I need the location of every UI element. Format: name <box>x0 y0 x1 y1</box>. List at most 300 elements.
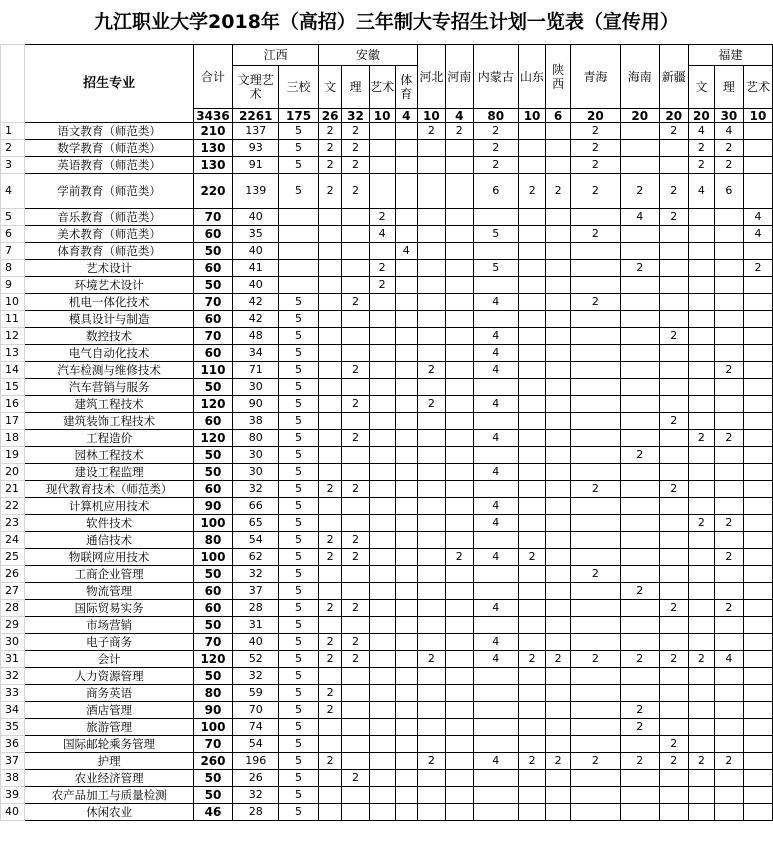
quota-cell <box>445 140 473 157</box>
quota-cell <box>519 770 546 787</box>
quota-cell: 2 <box>571 140 621 157</box>
quota-cell <box>417 770 445 787</box>
major-name: 计算机应用技术 <box>25 498 193 515</box>
quota-cell <box>714 498 743 515</box>
quota-cell <box>473 311 518 328</box>
quota-cell <box>318 515 341 532</box>
quota-cell <box>519 617 546 634</box>
row-total-cell: 120 <box>193 396 233 413</box>
quota-cell <box>395 294 417 311</box>
quota-cell <box>473 617 518 634</box>
quota-cell: 5 <box>279 668 319 685</box>
quota-cell <box>620 123 659 140</box>
quota-cell <box>743 770 772 787</box>
row-number: 14 <box>1 362 25 379</box>
header-neimenggu: 内蒙古 <box>473 45 518 109</box>
quota-cell <box>445 702 473 719</box>
quota-cell <box>395 362 417 379</box>
quota-cell <box>473 481 518 498</box>
quota-cell <box>318 226 341 243</box>
quota-cell <box>519 702 546 719</box>
quota-cell <box>688 668 714 685</box>
quota-cell: 32 <box>233 566 279 583</box>
row-number: 27 <box>1 583 25 600</box>
quota-cell <box>445 294 473 311</box>
quota-cell <box>417 260 445 277</box>
quota-cell <box>417 719 445 736</box>
quota-cell <box>417 481 445 498</box>
quota-cell <box>395 753 417 770</box>
row-number: 38 <box>1 770 25 787</box>
quota-cell <box>417 226 445 243</box>
quota-cell <box>369 583 395 600</box>
quota-cell <box>743 345 772 362</box>
table-row <box>1 481 773 498</box>
quota-cell <box>688 549 714 566</box>
major-name: 商务英语 <box>25 685 193 702</box>
table-row <box>1 549 773 566</box>
header-fujian-yishu: 艺术 <box>743 66 772 109</box>
quota-cell <box>417 685 445 702</box>
grand-total-cell: 3436 <box>193 109 233 123</box>
quota-cell <box>417 413 445 430</box>
quota-cell <box>743 787 772 804</box>
quota-cell <box>369 617 395 634</box>
quota-cell <box>714 226 743 243</box>
quota-cell <box>714 787 743 804</box>
quota-cell <box>571 243 621 260</box>
quota-cell <box>659 345 688 362</box>
quota-cell: 48 <box>233 328 279 345</box>
quota-cell: 2 <box>620 702 659 719</box>
table-row <box>1 515 773 532</box>
quota-cell: 2 <box>318 600 341 617</box>
quota-cell <box>318 243 341 260</box>
quota-cell <box>417 243 445 260</box>
quota-cell <box>546 770 571 787</box>
quota-cell <box>342 685 369 702</box>
row-total-cell: 50 <box>193 787 233 804</box>
table-row <box>1 123 773 140</box>
quota-cell <box>395 209 417 226</box>
quota-cell <box>395 379 417 396</box>
quota-cell <box>318 294 341 311</box>
quota-cell <box>417 583 445 600</box>
quota-cell <box>714 566 743 583</box>
quota-cell <box>369 566 395 583</box>
quota-cell: 2 <box>620 260 659 277</box>
row-number: 3 <box>1 157 25 174</box>
row-total-cell: 90 <box>193 702 233 719</box>
quota-cell <box>395 157 417 174</box>
quota-cell <box>620 600 659 617</box>
quota-cell: 6 <box>714 174 743 209</box>
quota-cell <box>519 600 546 617</box>
quota-cell: 2 <box>714 600 743 617</box>
quota-cell <box>417 787 445 804</box>
table-row <box>1 379 773 396</box>
major-name: 工程造价 <box>25 430 193 447</box>
row-total-cell: 70 <box>193 209 233 226</box>
major-name: 电子商务 <box>25 634 193 651</box>
quota-cell <box>395 328 417 345</box>
quota-cell: 2 <box>318 651 341 668</box>
table-row <box>1 702 773 719</box>
quota-cell <box>571 515 621 532</box>
quota-cell <box>369 311 395 328</box>
quota-cell <box>519 583 546 600</box>
row-total-cell: 50 <box>193 566 233 583</box>
quota-cell <box>620 430 659 447</box>
quota-cell <box>659 157 688 174</box>
quota-cell: 5 <box>279 396 319 413</box>
quota-cell <box>395 140 417 157</box>
table-row <box>1 634 773 651</box>
quota-cell <box>318 447 341 464</box>
quota-cell <box>417 736 445 753</box>
quota-cell <box>395 634 417 651</box>
table-row <box>1 447 773 464</box>
quota-cell <box>342 787 369 804</box>
quota-cell: 2 <box>473 157 518 174</box>
quota-cell <box>395 174 417 209</box>
quota-cell: 5 <box>279 447 319 464</box>
quota-cell: 31 <box>233 617 279 634</box>
quota-cell: 2 <box>342 651 369 668</box>
quota-cell: 28 <box>233 804 279 821</box>
major-name: 体育教育（师范类） <box>25 243 193 260</box>
quota-cell <box>714 634 743 651</box>
header-jiangxi-sanxiao: 三校 <box>279 66 319 109</box>
row-total-cell: 80 <box>193 532 233 549</box>
quota-cell <box>688 413 714 430</box>
quota-cell <box>659 464 688 481</box>
quota-cell <box>445 617 473 634</box>
quota-cell <box>571 549 621 566</box>
major-name: 工商企业管理 <box>25 566 193 583</box>
quota-cell <box>318 328 341 345</box>
quota-cell <box>395 583 417 600</box>
quota-cell <box>620 226 659 243</box>
quota-cell <box>743 532 772 549</box>
quota-cell <box>445 804 473 821</box>
quota-cell: 74 <box>233 719 279 736</box>
quota-cell <box>369 430 395 447</box>
quota-cell: 2 <box>342 481 369 498</box>
quota-cell <box>659 549 688 566</box>
quota-cell <box>445 515 473 532</box>
quota-cell: 4 <box>473 464 518 481</box>
table-row <box>1 174 773 209</box>
quota-cell <box>519 668 546 685</box>
quota-cell <box>445 481 473 498</box>
quota-cell: 5 <box>279 430 319 447</box>
quota-cell <box>318 464 341 481</box>
quota-cell: 5 <box>279 583 319 600</box>
quota-cell <box>395 396 417 413</box>
quota-cell <box>688 804 714 821</box>
quota-cell <box>688 498 714 515</box>
row-number: 21 <box>1 481 25 498</box>
quota-cell <box>546 685 571 702</box>
quota-cell <box>688 719 714 736</box>
quota-cell <box>473 566 518 583</box>
quota-cell <box>473 787 518 804</box>
quota-cell <box>546 226 571 243</box>
quota-cell <box>369 413 395 430</box>
quota-cell: 5 <box>279 123 319 140</box>
quota-cell <box>743 413 772 430</box>
quota-cell: 34 <box>233 345 279 362</box>
quota-cell <box>417 140 445 157</box>
quota-cell <box>473 719 518 736</box>
quota-cell <box>571 362 621 379</box>
quota-cell: 2 <box>571 294 621 311</box>
quota-cell <box>369 498 395 515</box>
column-total-cell: 30 <box>714 109 743 123</box>
major-name: 通信技术 <box>25 532 193 549</box>
row-total-cell: 50 <box>193 770 233 787</box>
quota-cell <box>620 549 659 566</box>
quota-cell <box>519 345 546 362</box>
quota-cell <box>519 396 546 413</box>
quota-cell <box>714 345 743 362</box>
quota-cell <box>571 447 621 464</box>
quota-cell: 32 <box>233 668 279 685</box>
row-total-cell: 100 <box>193 549 233 566</box>
quota-cell <box>318 736 341 753</box>
row-total-cell: 210 <box>193 123 233 140</box>
quota-cell <box>620 362 659 379</box>
quota-cell <box>688 736 714 753</box>
quota-cell <box>369 328 395 345</box>
quota-cell <box>546 549 571 566</box>
quota-cell <box>659 617 688 634</box>
major-name: 农业经济管理 <box>25 770 193 787</box>
table-row <box>1 430 773 447</box>
quota-cell <box>279 226 319 243</box>
quota-cell <box>417 566 445 583</box>
quota-cell <box>546 464 571 481</box>
quota-cell <box>688 685 714 702</box>
quota-cell <box>659 294 688 311</box>
quota-cell <box>369 651 395 668</box>
quota-cell: 2 <box>546 174 571 209</box>
quota-cell: 5 <box>279 804 319 821</box>
quota-cell <box>571 328 621 345</box>
quota-cell: 5 <box>279 362 319 379</box>
major-name: 市场营销 <box>25 617 193 634</box>
major-name: 汽车检测与维修技术 <box>25 362 193 379</box>
quota-cell <box>688 294 714 311</box>
quota-cell: 5 <box>279 498 319 515</box>
table-row <box>1 617 773 634</box>
row-total-cell: 120 <box>193 430 233 447</box>
quota-cell <box>571 430 621 447</box>
quota-cell <box>743 617 772 634</box>
quota-cell <box>714 260 743 277</box>
quota-cell <box>571 396 621 413</box>
quota-cell: 5 <box>279 413 319 430</box>
quota-cell: 30 <box>233 464 279 481</box>
quota-cell: 40 <box>233 277 279 294</box>
quota-cell <box>369 294 395 311</box>
quota-cell: 2 <box>659 736 688 753</box>
table-row <box>1 600 773 617</box>
row-total-cell: 50 <box>193 447 233 464</box>
quota-cell <box>659 770 688 787</box>
column-total-cell: 20 <box>688 109 714 123</box>
row-total-cell: 46 <box>193 804 233 821</box>
quota-cell: 70 <box>233 702 279 719</box>
quota-cell <box>620 736 659 753</box>
quota-cell <box>342 277 369 294</box>
quota-cell: 5 <box>279 600 319 617</box>
quota-cell: 54 <box>233 532 279 549</box>
row-total-cell: 120 <box>193 651 233 668</box>
header-total: 合计 <box>193 45 233 109</box>
major-name: 数控技术 <box>25 328 193 345</box>
quota-cell <box>395 277 417 294</box>
quota-cell <box>473 277 518 294</box>
quota-cell: 2 <box>571 651 621 668</box>
table-row <box>1 668 773 685</box>
quota-cell <box>473 209 518 226</box>
column-total-cell: 20 <box>571 109 621 123</box>
column-total-cell: 80 <box>473 109 518 123</box>
major-name: 数学教育（师范类） <box>25 140 193 157</box>
quota-cell <box>714 736 743 753</box>
quota-cell <box>318 719 341 736</box>
quota-cell: 2 <box>342 600 369 617</box>
quota-cell <box>445 396 473 413</box>
quota-cell: 2 <box>571 157 621 174</box>
quota-cell <box>342 311 369 328</box>
quota-cell <box>620 617 659 634</box>
quota-cell <box>743 123 772 140</box>
row-total-cell: 50 <box>193 379 233 396</box>
quota-cell <box>714 328 743 345</box>
row-number: 6 <box>1 226 25 243</box>
quota-cell: 5 <box>279 566 319 583</box>
page-title: 九江职业大学2018年（高招）三年制大专招生计划一览表（宣传用） <box>94 11 679 33</box>
quota-cell: 4 <box>688 123 714 140</box>
quota-cell <box>342 702 369 719</box>
row-number: 9 <box>1 277 25 294</box>
quota-cell <box>620 566 659 583</box>
quota-cell <box>620 532 659 549</box>
major-name: 农产品加工与质量检测 <box>25 787 193 804</box>
quota-cell <box>342 226 369 243</box>
quota-cell <box>743 174 772 209</box>
quota-cell <box>473 532 518 549</box>
quota-cell <box>519 209 546 226</box>
table-row <box>1 770 773 787</box>
quota-cell <box>571 804 621 821</box>
header-shaanxi: 陕西 <box>546 45 571 109</box>
quota-cell <box>571 634 621 651</box>
quota-cell: 2 <box>342 634 369 651</box>
quota-cell: 2 <box>417 123 445 140</box>
quota-cell: 28 <box>233 600 279 617</box>
row-number: 2 <box>1 140 25 157</box>
major-name: 学前教育（师范类） <box>25 174 193 209</box>
quota-cell <box>743 634 772 651</box>
quota-cell <box>546 532 571 549</box>
quota-cell <box>620 685 659 702</box>
quota-cell <box>659 566 688 583</box>
quota-cell <box>688 702 714 719</box>
quota-cell <box>688 532 714 549</box>
column-total-cell: 20 <box>659 109 688 123</box>
quota-cell <box>688 243 714 260</box>
major-name: 休闲农业 <box>25 804 193 821</box>
quota-cell <box>546 804 571 821</box>
quota-cell: 2 <box>318 140 341 157</box>
quota-cell <box>659 396 688 413</box>
quota-cell: 2 <box>620 719 659 736</box>
quota-cell: 5 <box>279 787 319 804</box>
quota-cell: 5 <box>473 260 518 277</box>
quota-cell <box>369 753 395 770</box>
quota-cell <box>743 651 772 668</box>
column-total-cell: 10 <box>519 109 546 123</box>
column-total-cell: 10 <box>743 109 772 123</box>
quota-cell: 2 <box>688 157 714 174</box>
quota-cell: 2 <box>342 174 369 209</box>
quota-cell <box>546 515 571 532</box>
quota-cell <box>417 600 445 617</box>
quota-cell <box>445 736 473 753</box>
quota-cell <box>743 396 772 413</box>
quota-cell: 2 <box>571 123 621 140</box>
quota-cell: 5 <box>279 481 319 498</box>
quota-cell <box>714 583 743 600</box>
quota-cell <box>571 311 621 328</box>
quota-cell <box>743 294 772 311</box>
quota-cell: 37 <box>233 583 279 600</box>
quota-cell: 2 <box>714 549 743 566</box>
quota-cell <box>546 634 571 651</box>
quota-cell <box>546 260 571 277</box>
quota-cell <box>659 277 688 294</box>
quota-cell: 2 <box>571 174 621 209</box>
table-row <box>1 311 773 328</box>
quota-cell: 5 <box>279 702 319 719</box>
quota-cell <box>688 566 714 583</box>
quota-cell: 2 <box>342 430 369 447</box>
quota-cell <box>445 770 473 787</box>
quota-cell <box>417 549 445 566</box>
quota-cell <box>571 277 621 294</box>
quota-cell <box>743 668 772 685</box>
quota-cell <box>395 260 417 277</box>
quota-cell <box>395 685 417 702</box>
quota-cell <box>714 770 743 787</box>
quota-cell <box>473 379 518 396</box>
row-total-cell: 60 <box>193 413 233 430</box>
quota-cell <box>546 396 571 413</box>
quota-cell <box>279 209 319 226</box>
quota-cell <box>519 311 546 328</box>
quota-cell <box>571 617 621 634</box>
quota-cell <box>659 311 688 328</box>
column-total-cell: 175 <box>279 109 319 123</box>
major-name: 环境艺术设计 <box>25 277 193 294</box>
row-number: 1 <box>1 123 25 140</box>
major-name: 建筑装饰工程技术 <box>25 413 193 430</box>
quota-cell <box>445 753 473 770</box>
